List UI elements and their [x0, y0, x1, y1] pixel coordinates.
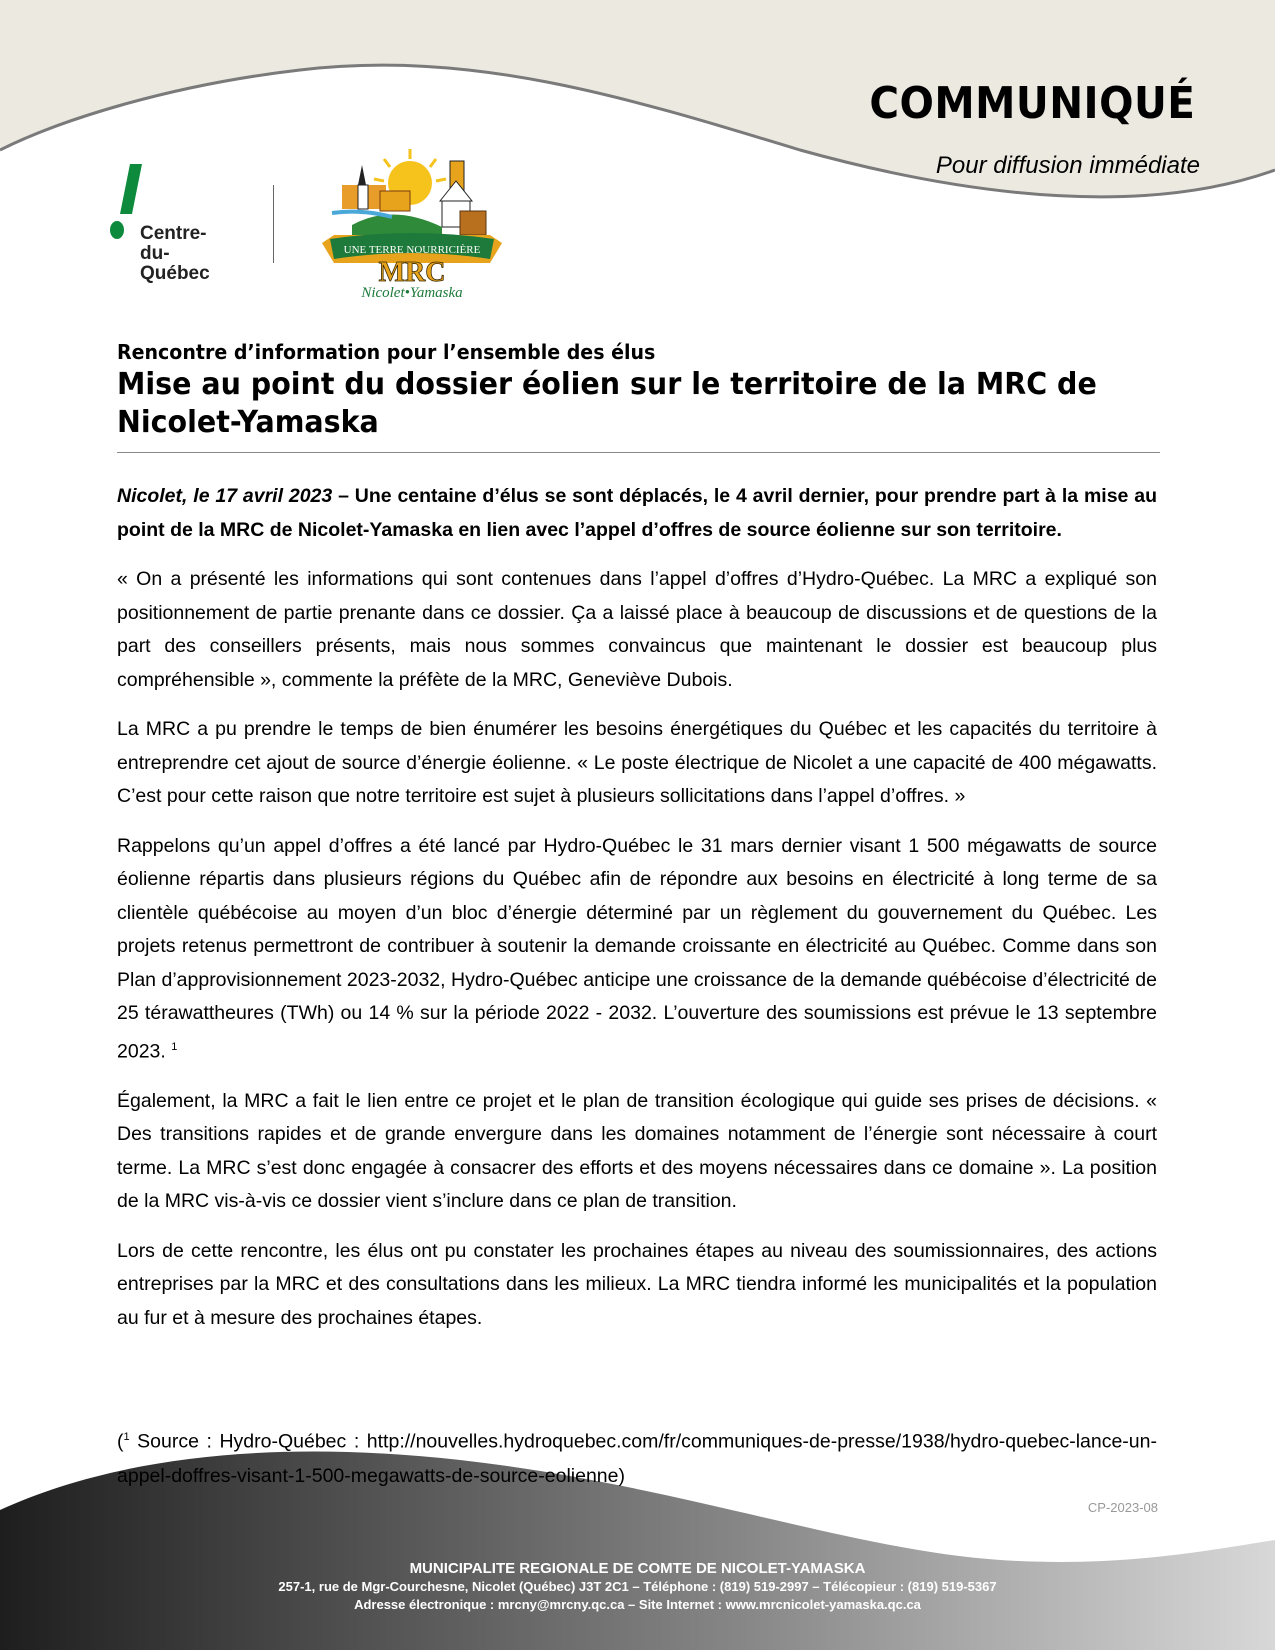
title-divider	[117, 452, 1160, 453]
article-heading	[117, 340, 1159, 442]
body-paragraph: Également, la MRC a fait le lien entre ce projet et le plan de transition écologique qui guide ses prises de décisions. « Des transitions rapides et de grande envergure dans les domaines notamment de l’énergie sont nécessaire à court terme. La MRC s’est donc engagée à consacrer des efforts et des moyens nécessaires dans ce domaine ». La position de la MRC vis-à-vis ce dossier vient s’inclure dans ce plan de transition.	[117, 1089, 1157, 1212]
svg-text:UNE TERRE NOURRICIÈRE: UNE TERRE NOURRICIÈRE	[343, 244, 481, 256]
centre-du-quebec-logo-text: Centre- du- Québec	[140, 223, 210, 284]
body-paragraph: Rappelons qu’un appel d’offres a été lancé par Hydro-Québec le 31 mars dernier visant 1 500 mégawatts de source éolienne répartis dans plusieurs régions du Québec afin de répondre aux besoins en électricité à long terme de sa clientèle québécoise au moyen d’un bloc d’énergie déterminé par un règlement du gouvernement du Québec. Les projets retenus permettront de contribuer à soutenir la demande croissante en électricité au Québec. Comme dans son Plan d’approvisionnement 2023-2032, Hydro-Québec anticipe une croissance de la demande québécoise d’électricité de 25 térawattheures (TWh) ou 14 % sur la période 2022 - 2032. L’ouverture des soumissions est prévue le 13 septembre 2023. $^1$	[117, 834, 1157, 1062]
mrc-nicolet-yamaska-logo	[322, 145, 502, 300]
body-paragraph: Lors de cette rencontre, les élus ont pu constater les prochaines étapes au niveau des soumissionnaires, des actions entreprises par la MRC et des consultations dans les milieux. La MRC tiendra informé les municipalités et la population au fur et à mesure des prochaines étapes.	[117, 1239, 1157, 1329]
body-paragraph: « On a présenté les informations qui sont contenues dans l’appel d’offres d’Hydro-Québec. La MRC a expliqué son positionnement de partie prenante dans ce dossier. Ça a laissé place à beaucoup de discussions et de questions de la part des conseillers présents, mais nous sommes convaincus que maintenant le dossier est beaucoup plus compréhensible », commente la préfète de la MRC, Geneviève Dubois.	[117, 568, 1157, 691]
dateline: Nicolet, le 17 avril 2023	[117, 485, 333, 507]
svg-text:Nicolet•Yamaska: Nicolet•Yamaska	[361, 285, 463, 300]
logo-divider	[273, 185, 274, 263]
document-reference: CP-2023-08	[1087, 1500, 1158, 1515]
release-notice: Pour diffusion immédiate	[935, 152, 1200, 179]
lead-text: – Une centaine d’élus se sont déplacés, le 4 avril dernier, pour prendre part à la mise au point de la MRC de Nicolet-Yamaska en lien avec l’appel d’offres de source éolienne sur son territoire.	[117, 485, 1157, 541]
article-body	[117, 480, 1157, 1351]
footer-address: 257-1, rue de Mgr-Courchesne, Nicolet (Québec) J3T 2C1 – Téléphone : (819) 519-2997 – Télécopieur : (819) 519-5367	[278, 1579, 997, 1594]
footer-organization: MUNICIPALITE REGIONALE DE COMTE DE NICOLET-YAMASKA	[409, 1560, 866, 1577]
article-title: Mise au point du dossier éolien sur le territoire de la MRC de Nicolet-Yamaska	[117, 367, 1097, 440]
document-type-title: COMMUNIQUÉ	[868, 78, 1195, 129]
svg-text:MRC: MRC	[378, 257, 446, 288]
footnote: ($^1$ Source : Hydro-Québec : http://nouvelles.hydroquebec.com/fr/communiques-de-presse/1938/hydro-quebec-lance-un-appel-doffres-visant-1-500-megawatts-de-source-eolienne)	[117, 1430, 1157, 1487]
body-paragraph: La MRC a pu prendre le temps de bien énumérer les besoins énergétiques du Québec et les capacités du territoire à entreprendre cet ajout de source d’énergie éolienne. « Le poste électrique de Nicolet a une capacité de 400 mégawatts. C’est pour cette raison que notre territoire est sujet à plusieurs sollicitations dans l’appel d’offres. »	[117, 718, 1157, 807]
footnote-source: Source : Hydro-Québec : http://nouvelles.hydroquebec.com/fr/communiques-de-presse/1938/hydro-quebec-lance-un-appel-doffres-visant-1-500-megawatts-de-source-eolienne)	[117, 1430, 1157, 1487]
lead-paragraph	[117, 480, 1157, 547]
footer-contact: Adresse électronique : mrcny@mrcny.qc.ca – Site Internet : www.mrcnicolet-yamaska.qc.ca	[354, 1597, 921, 1612]
article-kicker: Rencontre d’information pour l’ensemble des élus	[117, 340, 656, 364]
footnote-reference: 1	[171, 1040, 178, 1053]
